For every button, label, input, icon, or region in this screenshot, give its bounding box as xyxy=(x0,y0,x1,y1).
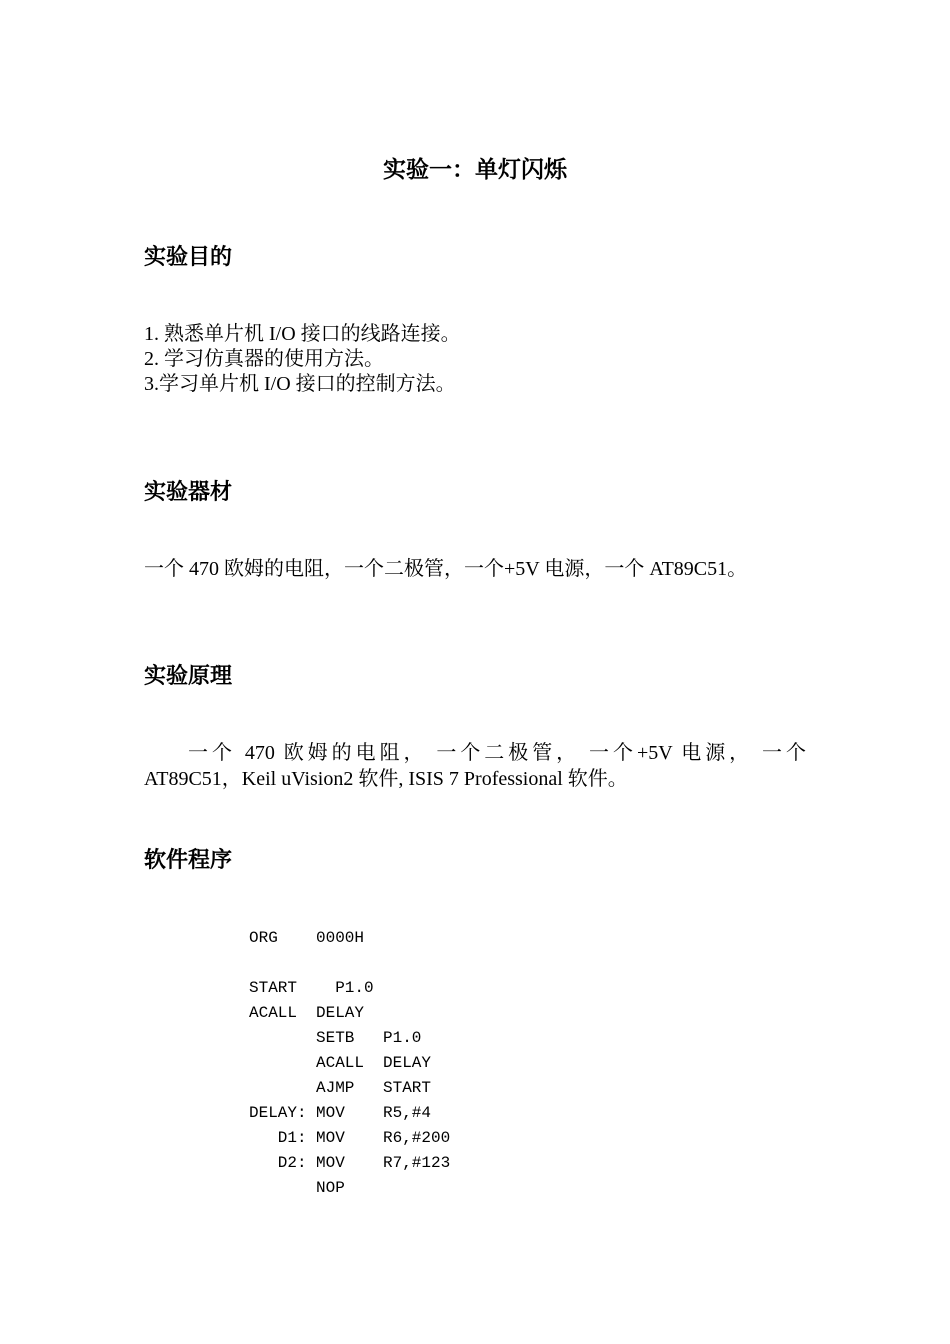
equipment-text: 一个 470 欧姆的电阻，一个二极管，一个+5V 电源，一个 AT89C51。 xyxy=(144,558,748,580)
purpose-item-2: 2. 学习仿真器的使用方法。 xyxy=(144,348,384,370)
code-op: SETB xyxy=(316,1029,355,1047)
code-label: D1: xyxy=(249,1129,307,1147)
heading-principle: 实验原理 xyxy=(144,664,233,689)
code-arg: DELAY xyxy=(383,1054,432,1072)
code-op: MOV xyxy=(316,1129,345,1147)
code-label: START xyxy=(249,979,298,997)
purpose-item-1: 1. 熟悉单片机 I/O 接口的线路连接。 xyxy=(144,323,461,345)
code-label: DELAY: xyxy=(249,1104,307,1122)
code-label: ORG xyxy=(249,929,278,947)
heading-equipment: 实验器材 xyxy=(144,480,233,505)
code-op: P1.0 xyxy=(316,979,374,997)
code-op: MOV xyxy=(316,1154,345,1172)
code-label: D2: xyxy=(249,1154,307,1172)
code-op: DELAY xyxy=(316,1004,365,1022)
code-arg: START xyxy=(383,1079,432,1097)
principle-line-1: 一个 470 欧姆的电阻， 一个二极管， 一个+5V 电源， 一个 xyxy=(188,742,806,764)
code-arg: R7,#123 xyxy=(383,1154,451,1172)
code-op: 0000H xyxy=(316,929,365,947)
heading-purpose: 实验目的 xyxy=(144,245,233,270)
principle-line-2: AT89C51，Keil uVision2 软件, ISIS 7 Professional 软件。 xyxy=(144,768,628,790)
code-arg: R6,#200 xyxy=(383,1129,451,1147)
code-op: MOV xyxy=(316,1104,345,1122)
code-label: ACALL xyxy=(249,1004,298,1022)
principle-paragraph xyxy=(144,740,806,792)
code-op: AJMP xyxy=(316,1079,355,1097)
page-title: 实验一：单灯闪烁 xyxy=(383,157,567,183)
heading-program: 软件程序 xyxy=(144,848,233,873)
code-op: NOP xyxy=(316,1179,345,1197)
code-arg: R5,#4 xyxy=(383,1104,432,1122)
code-arg: P1.0 xyxy=(383,1029,422,1047)
code-op: ACALL xyxy=(316,1054,365,1072)
purpose-item-3: 3.学习单片机 I/O 接口的控制方法。 xyxy=(144,373,456,395)
